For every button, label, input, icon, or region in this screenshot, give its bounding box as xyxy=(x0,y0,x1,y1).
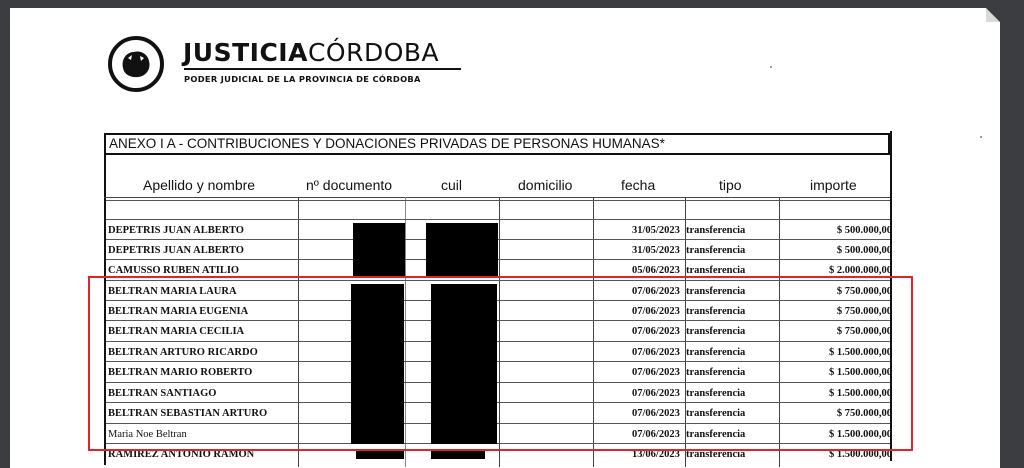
table-title: ANEXO I A - CONTRIBUCIONES Y DONACIONES PRIVADAS DE PERSONAS HUMANAS* xyxy=(104,133,890,155)
highlight-box xyxy=(88,276,913,451)
cell-fecha: 07/06/2023 xyxy=(632,408,680,419)
cell-importe: $ 750.000,00 xyxy=(836,326,892,337)
cell-name: BELTRAN MARIO ROBERTO xyxy=(108,367,253,378)
table-row xyxy=(106,239,890,260)
cell-tipo: transferencia xyxy=(686,347,746,358)
cell-fecha: 07/06/2023 xyxy=(632,306,680,317)
cell-importe: $ 750.000,00 xyxy=(836,408,892,419)
cell-name: BELTRAN MARIA LAURA xyxy=(108,286,237,297)
cell-fecha: 31/05/2023 xyxy=(632,225,680,236)
cell-tipo: transferencia xyxy=(686,408,746,419)
cell-importe: $ 750.000,00 xyxy=(836,286,892,297)
header-apellido-nombre: Apellido y nombre xyxy=(143,177,256,193)
redaction-block xyxy=(356,451,404,459)
cell-tipo: transferencia xyxy=(686,286,746,297)
cell-importe: $ 1.500.000,00 xyxy=(829,429,892,440)
header-fecha: fecha xyxy=(621,177,656,193)
redaction-block xyxy=(353,223,405,278)
cell-tipo: transferencia xyxy=(686,326,746,337)
table-row-blank xyxy=(106,200,890,221)
cell-importe: $ 2.000.000,00 xyxy=(829,265,892,276)
cell-tipo: transferencia xyxy=(686,225,746,236)
cell-name: CAMUSSO RUBEN ATILIO xyxy=(108,265,240,276)
header-importe: importe xyxy=(810,177,857,193)
seal-icon xyxy=(108,36,164,92)
redaction-block xyxy=(431,451,485,459)
brand-title xyxy=(183,38,439,67)
cell-fecha: 31/05/2023 xyxy=(632,245,680,256)
cell-tipo: transferencia xyxy=(686,449,746,460)
cell-fecha: 05/06/2023 xyxy=(632,265,680,276)
redaction-block xyxy=(426,223,498,278)
header-cuil: cuil xyxy=(441,177,463,193)
cell-importe: $ 500.000,00 xyxy=(836,245,892,256)
cell-tipo: transferencia xyxy=(686,245,746,256)
cell-importe: $ 1.500.000,00 xyxy=(829,347,892,358)
cell-name: DEPETRIS JUAN ALBERTO xyxy=(108,245,244,256)
cell-fecha: 07/06/2023 xyxy=(632,367,680,378)
cell-fecha: 07/06/2023 xyxy=(632,326,680,337)
brand-title-part1: JUSTICIA xyxy=(183,38,308,67)
cell-name: RAMIREZ ANTONIO RAMON xyxy=(108,449,255,460)
table-row xyxy=(106,219,890,240)
cell-importe: $ 1.500.000,00 xyxy=(829,388,892,399)
cell-tipo: transferencia xyxy=(686,429,746,440)
brand-divider xyxy=(184,68,461,70)
brand-subtitle: PODER JUDICIAL DE LA PROVINCIA DE CÓRDOBA xyxy=(184,74,421,84)
header-divider xyxy=(104,197,890,198)
cell-name: BELTRAN MARIA CECILIA xyxy=(108,326,245,337)
cell-name: DEPETRIS JUAN ALBERTO xyxy=(108,225,244,236)
cell-importe: $ 750.000,00 xyxy=(836,306,892,317)
cell-fecha: 07/06/2023 xyxy=(632,286,680,297)
header-tipo: tipo xyxy=(719,177,742,193)
cell-name: BELTRAN SEBASTIAN ARTURO xyxy=(108,408,268,419)
cell-importe: $ 500.000,00 xyxy=(836,225,892,236)
cell-fecha: 07/06/2023 xyxy=(632,347,680,358)
cell-fecha: 07/06/2023 xyxy=(632,388,680,399)
cell-name: BELTRAN ARTURO RICARDO xyxy=(108,347,258,358)
cell-importe: $ 1.500.000,00 xyxy=(829,449,892,460)
cell-tipo: transferencia xyxy=(686,306,746,317)
brand-title-part2: CÓRDOBA xyxy=(307,38,440,67)
header-domicilio: domicilio xyxy=(518,177,573,193)
page-fold-corner xyxy=(986,8,1000,22)
cell-name: BELTRAN MARIA EUGENIA xyxy=(108,306,249,317)
cell-tipo: transferencia xyxy=(686,265,746,276)
cell-importe: $ 1.500.000,00 xyxy=(829,367,892,378)
cell-fecha: 07/06/2023 xyxy=(632,429,680,440)
cell-tipo: transferencia xyxy=(686,388,746,399)
cell-name: BELTRAN SANTIAGO xyxy=(108,388,217,399)
cell-name: Maria Noe Beltran xyxy=(108,429,187,440)
scan-speck xyxy=(770,66,772,68)
scan-speck xyxy=(980,136,982,138)
cell-tipo: transferencia xyxy=(686,367,746,378)
header-documento: nº documento xyxy=(306,177,393,193)
cell-fecha: 13/06/2023 xyxy=(632,449,680,460)
